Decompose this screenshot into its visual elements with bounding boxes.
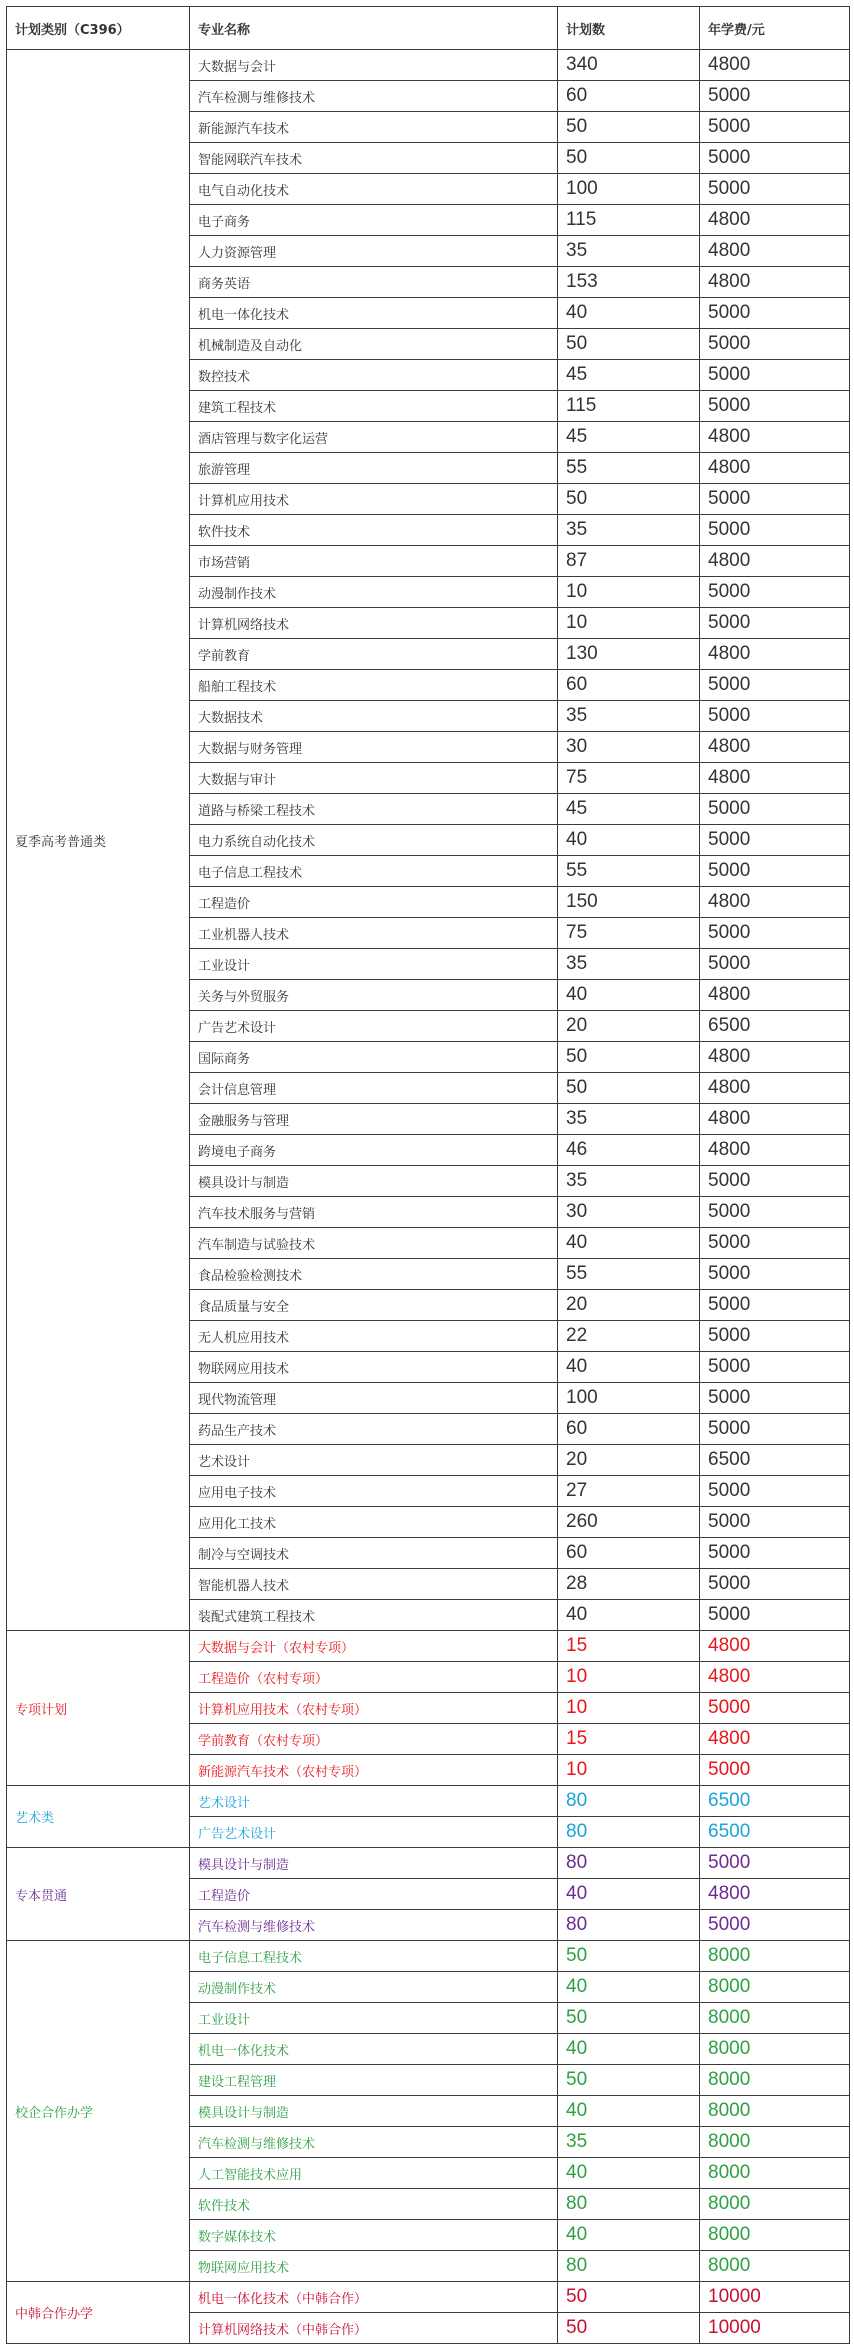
major-cell: 机电一体化技术（中韩合作） — [190, 2282, 558, 2313]
fee-cell: 4800 — [700, 1631, 850, 1662]
count-cell: 50 — [558, 143, 700, 174]
fee-cell: 8000 — [700, 2127, 850, 2158]
count-cell: 115 — [558, 391, 700, 422]
table-row — [7, 1848, 850, 1879]
fee-cell: 10000 — [700, 2282, 850, 2313]
major-cell: 市场营销 — [190, 546, 558, 577]
count-cell: 10 — [558, 1755, 700, 1786]
fee-cell: 5000 — [700, 794, 850, 825]
header-category: 计划类别（C396） — [7, 7, 190, 50]
table-row — [7, 1786, 850, 1817]
fee-cell: 5000 — [700, 143, 850, 174]
major-cell: 计算机网络技术（中韩合作） — [190, 2313, 558, 2344]
fee-cell: 4800 — [700, 1135, 850, 1166]
category-cell: 夏季高考普通类 — [7, 50, 190, 1631]
fee-cell: 8000 — [700, 2220, 850, 2251]
major-cell: 汽车检测与维修技术 — [190, 2127, 558, 2158]
count-cell: 20 — [558, 1011, 700, 1042]
fee-cell: 4800 — [700, 732, 850, 763]
fee-cell: 6500 — [700, 1817, 850, 1848]
fee-cell: 5000 — [700, 391, 850, 422]
major-cell: 汽车检测与维修技术 — [190, 1910, 558, 1941]
count-cell: 55 — [558, 1259, 700, 1290]
count-cell: 40 — [558, 2158, 700, 2189]
table-row — [7, 50, 850, 81]
major-cell: 软件技术 — [190, 2189, 558, 2220]
fee-cell: 5000 — [700, 484, 850, 515]
category-cell: 专本贯通 — [7, 1848, 190, 1941]
major-cell: 大数据技术 — [190, 701, 558, 732]
major-cell: 机电一体化技术 — [190, 2034, 558, 2065]
count-cell: 40 — [558, 298, 700, 329]
fee-cell: 4800 — [700, 50, 850, 81]
major-cell: 计算机应用技术（农村专项） — [190, 1693, 558, 1724]
fee-cell: 6500 — [700, 1011, 850, 1042]
count-cell: 35 — [558, 515, 700, 546]
count-cell: 60 — [558, 1538, 700, 1569]
fee-cell: 4800 — [700, 267, 850, 298]
fee-cell: 4800 — [700, 1104, 850, 1135]
major-cell: 会计信息管理 — [190, 1073, 558, 1104]
major-cell: 工程造价 — [190, 1879, 558, 1910]
fee-cell: 8000 — [700, 2251, 850, 2282]
category-cell: 中韩合作办学 — [7, 2282, 190, 2344]
count-cell: 60 — [558, 81, 700, 112]
fee-cell: 4800 — [700, 763, 850, 794]
count-cell: 50 — [558, 484, 700, 515]
major-cell: 汽车检测与维修技术 — [190, 81, 558, 112]
count-cell: 60 — [558, 670, 700, 701]
count-cell: 75 — [558, 763, 700, 794]
count-cell: 22 — [558, 1321, 700, 1352]
major-cell: 大数据与会计（农村专项） — [190, 1631, 558, 1662]
count-cell: 50 — [558, 2313, 700, 2344]
fee-cell: 5000 — [700, 1290, 850, 1321]
count-cell: 80 — [558, 1910, 700, 1941]
table-body — [7, 50, 850, 2344]
fee-cell: 5000 — [700, 174, 850, 205]
fee-cell: 5000 — [700, 1848, 850, 1879]
major-cell: 旅游管理 — [190, 453, 558, 484]
fee-cell: 5000 — [700, 515, 850, 546]
major-cell: 食品质量与安全 — [190, 1290, 558, 1321]
fee-cell: 4800 — [700, 453, 850, 484]
major-cell: 无人机应用技术 — [190, 1321, 558, 1352]
major-cell: 模具设计与制造 — [190, 1166, 558, 1197]
fee-cell: 8000 — [700, 2158, 850, 2189]
fee-cell: 8000 — [700, 2065, 850, 2096]
major-cell: 艺术设计 — [190, 1786, 558, 1817]
count-cell: 80 — [558, 1786, 700, 1817]
fee-cell: 4800 — [700, 1879, 850, 1910]
fee-cell: 5000 — [700, 918, 850, 949]
fee-cell: 4800 — [700, 422, 850, 453]
fee-cell: 5000 — [700, 1693, 850, 1724]
count-cell: 35 — [558, 1104, 700, 1135]
count-cell: 40 — [558, 980, 700, 1011]
fee-cell: 4800 — [700, 205, 850, 236]
fee-cell: 5000 — [700, 1600, 850, 1631]
fee-cell: 5000 — [700, 1259, 850, 1290]
header-major: 专业名称 — [190, 7, 558, 50]
enrollment-plan-table — [6, 6, 850, 2344]
major-cell: 建设工程管理 — [190, 2065, 558, 2096]
fee-cell: 4800 — [700, 1724, 850, 1755]
fee-cell: 5000 — [700, 329, 850, 360]
fee-cell: 4800 — [700, 546, 850, 577]
major-cell: 人工智能技术应用 — [190, 2158, 558, 2189]
fee-cell: 5000 — [700, 1228, 850, 1259]
major-cell: 酒店管理与数字化运营 — [190, 422, 558, 453]
fee-cell: 4800 — [700, 1662, 850, 1693]
count-cell: 30 — [558, 1197, 700, 1228]
major-cell: 物联网应用技术 — [190, 1352, 558, 1383]
count-cell: 60 — [558, 1414, 700, 1445]
count-cell: 35 — [558, 236, 700, 267]
fee-cell: 4800 — [700, 887, 850, 918]
major-cell: 药品生产技术 — [190, 1414, 558, 1445]
count-cell: 340 — [558, 50, 700, 81]
count-cell: 35 — [558, 701, 700, 732]
major-cell: 食品检验检测技术 — [190, 1259, 558, 1290]
major-cell: 机电一体化技术 — [190, 298, 558, 329]
major-cell: 新能源汽车技术 — [190, 112, 558, 143]
fee-cell: 5000 — [700, 577, 850, 608]
count-cell: 260 — [558, 1507, 700, 1538]
count-cell: 40 — [558, 2034, 700, 2065]
major-cell: 电力系统自动化技术 — [190, 825, 558, 856]
count-cell: 40 — [558, 2096, 700, 2127]
count-cell: 40 — [558, 1600, 700, 1631]
major-cell: 建筑工程技术 — [190, 391, 558, 422]
major-cell: 模具设计与制造 — [190, 2096, 558, 2127]
fee-cell: 8000 — [700, 2189, 850, 2220]
major-cell: 电子信息工程技术 — [190, 856, 558, 887]
count-cell: 40 — [558, 1972, 700, 2003]
count-cell: 80 — [558, 1817, 700, 1848]
fee-cell: 8000 — [700, 2003, 850, 2034]
major-cell: 应用电子技术 — [190, 1476, 558, 1507]
count-cell: 55 — [558, 453, 700, 484]
fee-cell: 5000 — [700, 1910, 850, 1941]
major-cell: 电气自动化技术 — [190, 174, 558, 205]
fee-cell: 5000 — [700, 1321, 850, 1352]
count-cell: 50 — [558, 2065, 700, 2096]
fee-cell: 4800 — [700, 236, 850, 267]
fee-cell: 5000 — [700, 1414, 850, 1445]
count-cell: 15 — [558, 1724, 700, 1755]
major-cell: 智能网联汽车技术 — [190, 143, 558, 174]
count-cell: 20 — [558, 1290, 700, 1321]
fee-cell: 4800 — [700, 1073, 850, 1104]
count-cell: 45 — [558, 360, 700, 391]
table-row — [7, 2282, 850, 2313]
category-cell: 校企合作办学 — [7, 1941, 190, 2282]
major-cell: 工业设计 — [190, 949, 558, 980]
fee-cell: 6500 — [700, 1786, 850, 1817]
major-cell: 金融服务与管理 — [190, 1104, 558, 1135]
fee-cell: 8000 — [700, 1972, 850, 2003]
count-cell: 45 — [558, 794, 700, 825]
major-cell: 数字媒体技术 — [190, 2220, 558, 2251]
major-cell: 广告艺术设计 — [190, 1817, 558, 1848]
count-cell: 40 — [558, 1228, 700, 1259]
count-cell: 40 — [558, 2220, 700, 2251]
fee-cell: 5000 — [700, 81, 850, 112]
fee-cell: 5000 — [700, 1197, 850, 1228]
count-cell: 80 — [558, 2251, 700, 2282]
count-cell: 45 — [558, 422, 700, 453]
count-cell: 50 — [558, 1941, 700, 1972]
fee-cell: 4800 — [700, 1042, 850, 1073]
fee-cell: 5000 — [700, 360, 850, 391]
count-cell: 40 — [558, 1352, 700, 1383]
major-cell: 制冷与空调技术 — [190, 1538, 558, 1569]
major-cell: 计算机应用技术 — [190, 484, 558, 515]
count-cell: 130 — [558, 639, 700, 670]
major-cell: 数控技术 — [190, 360, 558, 391]
major-cell: 汽车制造与试验技术 — [190, 1228, 558, 1259]
major-cell: 艺术设计 — [190, 1445, 558, 1476]
major-cell: 关务与外贸服务 — [190, 980, 558, 1011]
header-row — [7, 7, 850, 50]
count-cell: 35 — [558, 949, 700, 980]
major-cell: 工程造价（农村专项） — [190, 1662, 558, 1693]
major-cell: 学前教育 — [190, 639, 558, 670]
header-fee: 年学费/元 — [700, 7, 850, 50]
major-cell: 动漫制作技术 — [190, 1972, 558, 2003]
fee-cell: 5000 — [700, 1755, 850, 1786]
fee-cell: 5000 — [700, 1476, 850, 1507]
major-cell: 汽车技术服务与营销 — [190, 1197, 558, 1228]
major-cell: 人力资源管理 — [190, 236, 558, 267]
count-cell: 80 — [558, 1848, 700, 1879]
count-cell: 100 — [558, 1383, 700, 1414]
count-cell: 50 — [558, 112, 700, 143]
fee-cell: 5000 — [700, 1538, 850, 1569]
count-cell: 40 — [558, 1879, 700, 1910]
major-cell: 工程造价 — [190, 887, 558, 918]
count-cell: 50 — [558, 1042, 700, 1073]
count-cell: 28 — [558, 1569, 700, 1600]
fee-cell: 10000 — [700, 2313, 850, 2344]
major-cell: 智能机器人技术 — [190, 1569, 558, 1600]
count-cell: 80 — [558, 2189, 700, 2220]
fee-cell: 8000 — [700, 2096, 850, 2127]
count-cell: 10 — [558, 1693, 700, 1724]
count-cell: 55 — [558, 856, 700, 887]
major-cell: 工业机器人技术 — [190, 918, 558, 949]
count-cell: 35 — [558, 2127, 700, 2158]
count-cell: 10 — [558, 608, 700, 639]
major-cell: 工业设计 — [190, 2003, 558, 2034]
fee-cell: 8000 — [700, 1941, 850, 1972]
major-cell: 船舶工程技术 — [190, 670, 558, 701]
count-cell: 40 — [558, 825, 700, 856]
major-cell: 物联网应用技术 — [190, 2251, 558, 2282]
fee-cell: 5000 — [700, 670, 850, 701]
major-cell: 机械制造及自动化 — [190, 329, 558, 360]
count-cell: 27 — [558, 1476, 700, 1507]
fee-cell: 5000 — [700, 1352, 850, 1383]
fee-cell: 5000 — [700, 608, 850, 639]
major-cell: 计算机网络技术 — [190, 608, 558, 639]
major-cell: 广告艺术设计 — [190, 1011, 558, 1042]
fee-cell: 8000 — [700, 2034, 850, 2065]
count-cell: 30 — [558, 732, 700, 763]
count-cell: 153 — [558, 267, 700, 298]
major-cell: 新能源汽车技术（农村专项） — [190, 1755, 558, 1786]
major-cell: 大数据与审计 — [190, 763, 558, 794]
fee-cell: 4800 — [700, 980, 850, 1011]
fee-cell: 5000 — [700, 825, 850, 856]
table-row — [7, 1631, 850, 1662]
major-cell: 装配式建筑工程技术 — [190, 1600, 558, 1631]
fee-cell: 5000 — [700, 298, 850, 329]
major-cell: 道路与桥梁工程技术 — [190, 794, 558, 825]
count-cell: 10 — [558, 1662, 700, 1693]
count-cell: 46 — [558, 1135, 700, 1166]
major-cell: 学前教育（农村专项） — [190, 1724, 558, 1755]
fee-cell: 5000 — [700, 949, 850, 980]
count-cell: 15 — [558, 1631, 700, 1662]
count-cell: 20 — [558, 1445, 700, 1476]
count-cell: 50 — [558, 2282, 700, 2313]
fee-cell: 5000 — [700, 112, 850, 143]
major-cell: 电子商务 — [190, 205, 558, 236]
major-cell: 跨境电子商务 — [190, 1135, 558, 1166]
count-cell: 35 — [558, 1166, 700, 1197]
count-cell: 75 — [558, 918, 700, 949]
major-cell: 国际商务 — [190, 1042, 558, 1073]
major-cell: 现代物流管理 — [190, 1383, 558, 1414]
fee-cell: 5000 — [700, 1507, 850, 1538]
count-cell: 50 — [558, 329, 700, 360]
category-cell: 专项计划 — [7, 1631, 190, 1786]
table-row — [7, 1941, 850, 1972]
major-cell: 大数据与财务管理 — [190, 732, 558, 763]
count-cell: 50 — [558, 2003, 700, 2034]
major-cell: 大数据与会计 — [190, 50, 558, 81]
fee-cell: 5000 — [700, 856, 850, 887]
header-count: 计划数 — [558, 7, 700, 50]
count-cell: 87 — [558, 546, 700, 577]
fee-cell: 4800 — [700, 639, 850, 670]
count-cell: 10 — [558, 577, 700, 608]
fee-cell: 6500 — [700, 1445, 850, 1476]
category-cell: 艺术类 — [7, 1786, 190, 1848]
count-cell: 50 — [558, 1073, 700, 1104]
count-cell: 150 — [558, 887, 700, 918]
major-cell: 应用化工技术 — [190, 1507, 558, 1538]
fee-cell: 5000 — [700, 701, 850, 732]
fee-cell: 5000 — [700, 1383, 850, 1414]
major-cell: 软件技术 — [190, 515, 558, 546]
major-cell: 电子信息工程技术 — [190, 1941, 558, 1972]
fee-cell: 5000 — [700, 1569, 850, 1600]
major-cell: 模具设计与制造 — [190, 1848, 558, 1879]
major-cell: 商务英语 — [190, 267, 558, 298]
fee-cell: 5000 — [700, 1166, 850, 1197]
count-cell: 100 — [558, 174, 700, 205]
count-cell: 115 — [558, 205, 700, 236]
major-cell: 动漫制作技术 — [190, 577, 558, 608]
